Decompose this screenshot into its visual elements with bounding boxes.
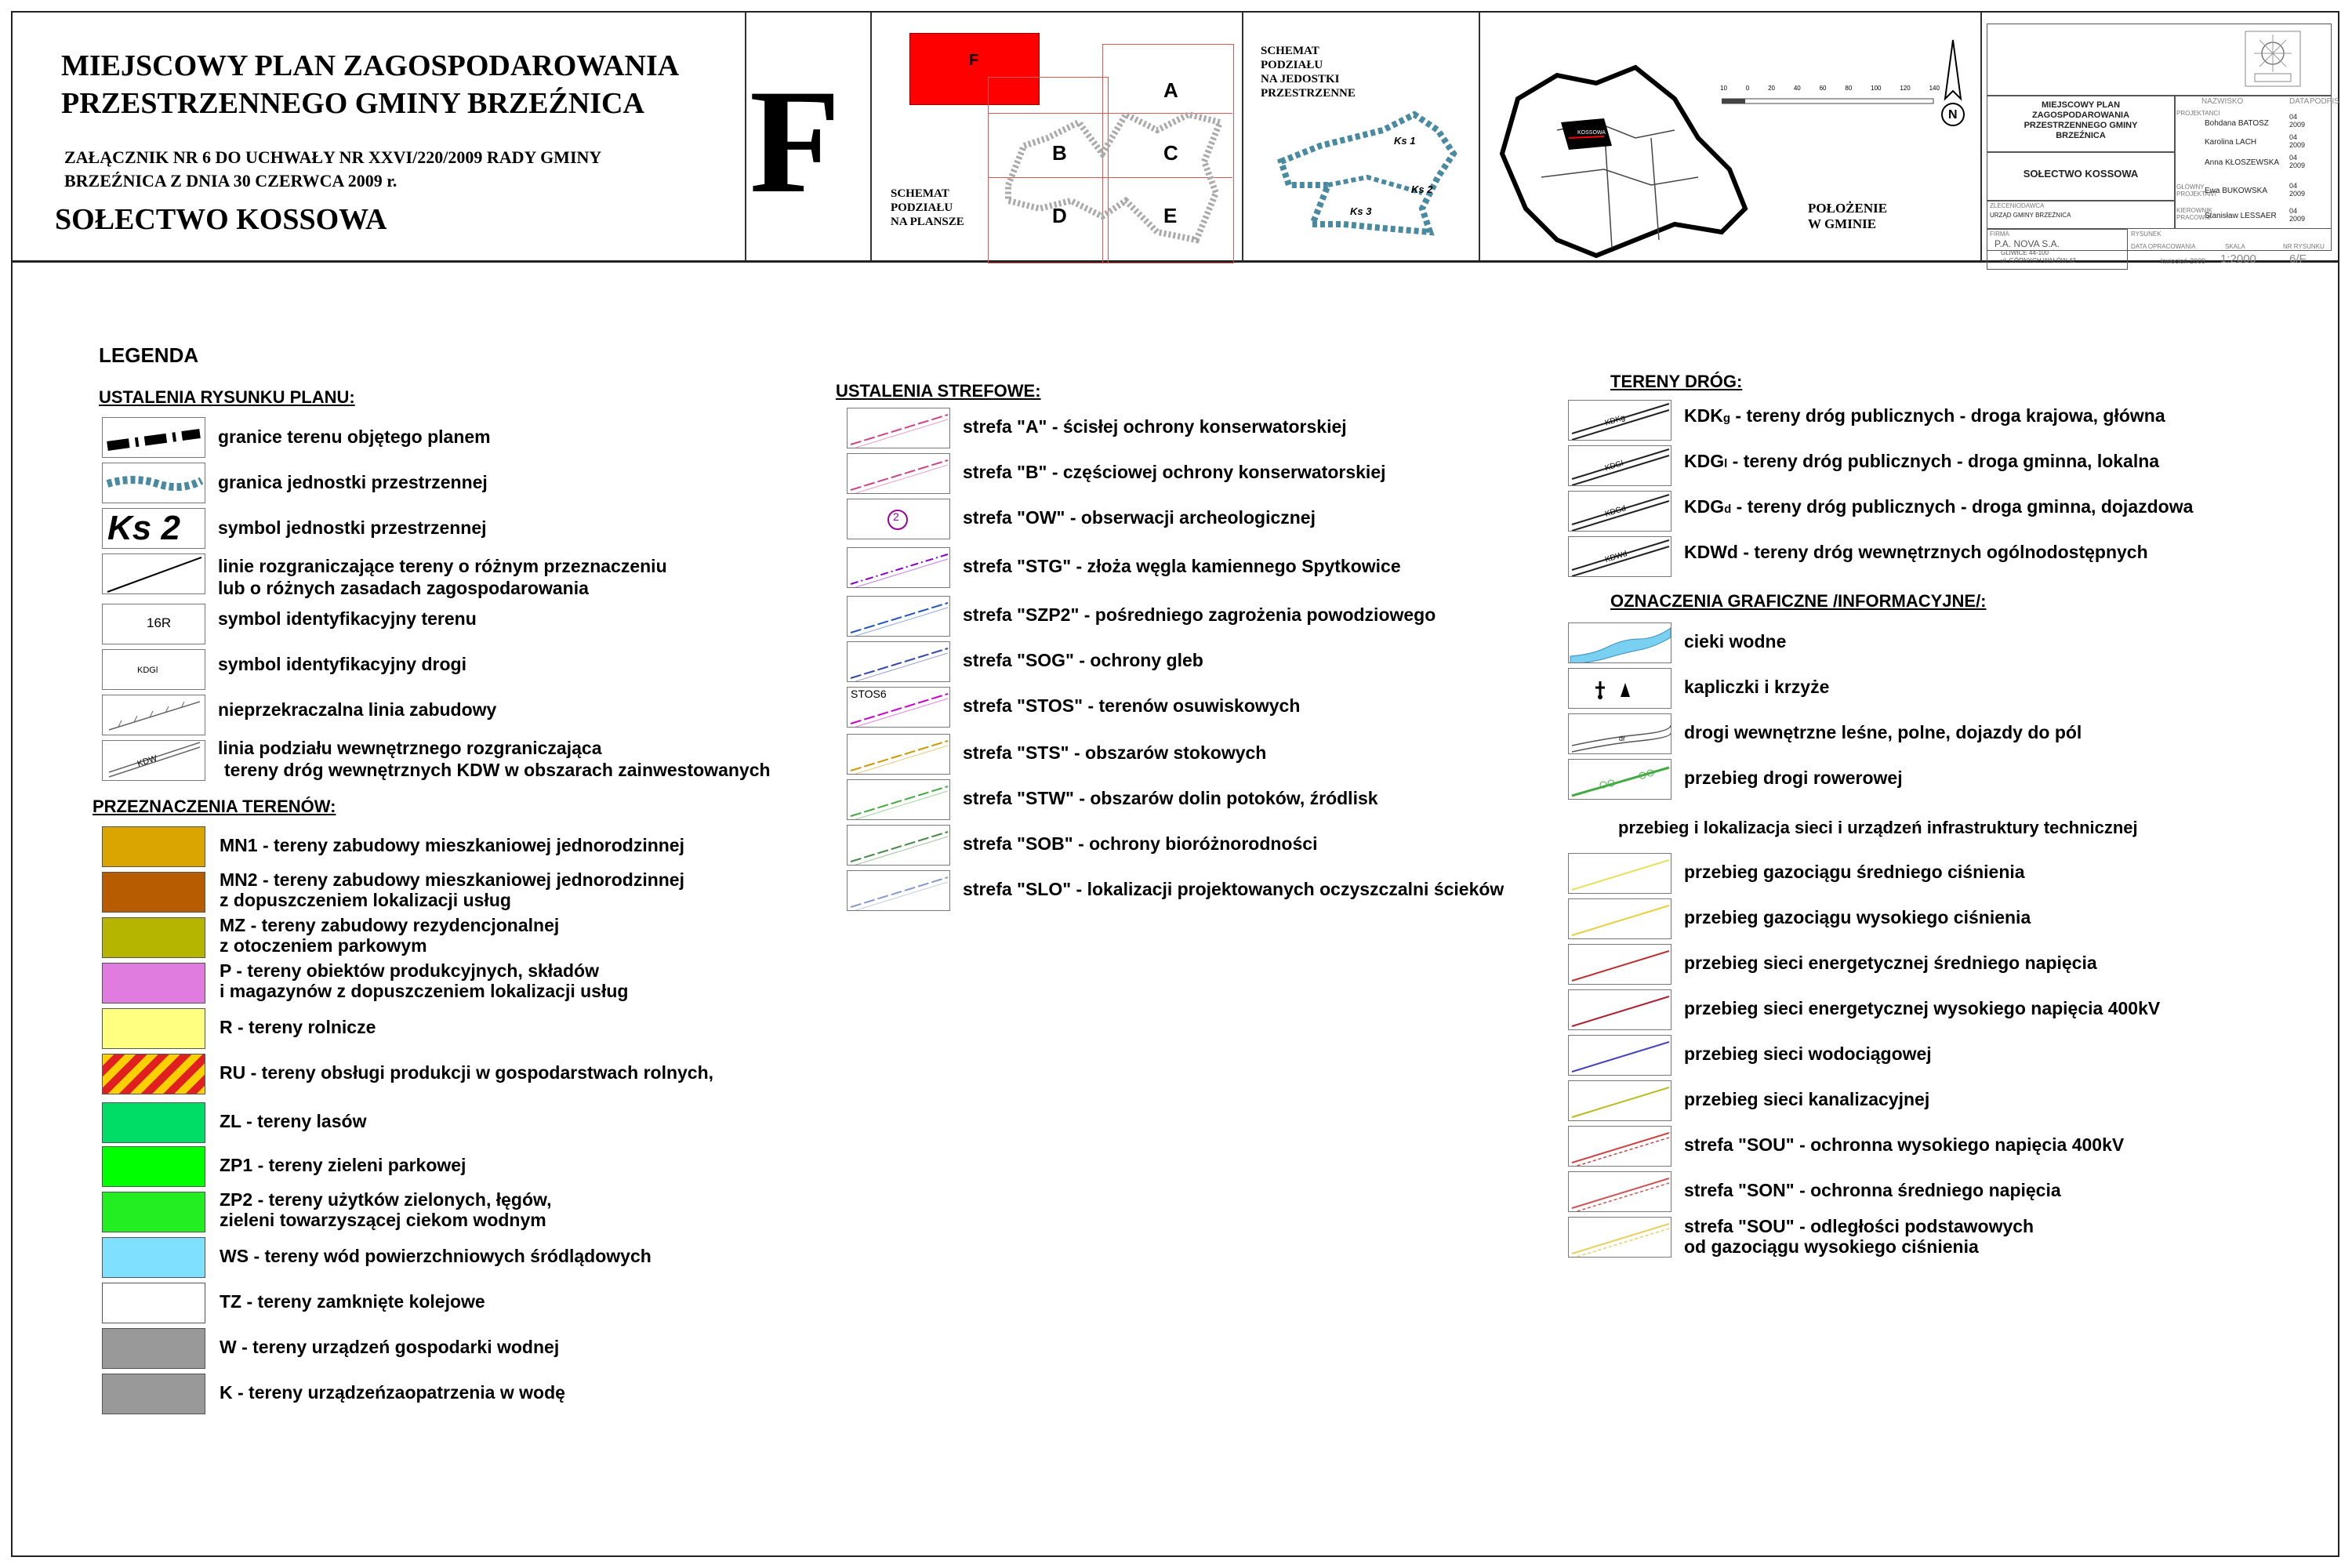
zoning-swatch [102, 1192, 205, 1232]
road-id-symbol: KDGl [102, 649, 205, 690]
sheet-cell-label: B [1052, 141, 1067, 165]
highlight-label: KOSSOWA [1577, 130, 1606, 136]
drawing-date: kwiecień 2009 [2161, 257, 2206, 265]
resolution-text: ZAŁĄCZNIK NR 6 DO UCHWAŁY NR XXVI/220/2009 RADY GMINY BRZEŹNICA Z DNIA 30 CZERWCA 2009 r. [64, 147, 602, 191]
zoning-swatch [102, 1146, 205, 1187]
infra-line [1569, 899, 1671, 939]
zone-symbol [847, 547, 950, 588]
zones-heading: USTALENIA STREFOWE: [836, 381, 1041, 401]
zoning-label: TZ - tereny zamknięte kolejowe [220, 1291, 485, 1312]
zone-symbol [847, 870, 950, 911]
firm-city: GLIWICE 44-100 [2001, 249, 2049, 256]
sheet-scheme-caption: SCHEMAT PODZIAŁU NA PLANSZE [891, 187, 964, 228]
zoning-label: K - tereny urządzeńzaopatrzenia w wodę [220, 1382, 565, 1403]
municipality-map-icon [1494, 52, 1761, 263]
sheet-letter: F [750, 60, 841, 224]
divider [870, 13, 872, 260]
zone-symbol [847, 687, 950, 728]
legend-item-label: przebieg drogi rowerowej [1684, 768, 1903, 788]
road-symbol [1568, 491, 1671, 532]
zoning-swatch [102, 1374, 205, 1414]
road-code: KDWd [1684, 542, 1738, 562]
sheet-number: 6/F [2289, 252, 2307, 266]
legend-item-label: granica jednostki przestrzennej [218, 472, 488, 492]
zoning-label: R - tereny rolnicze [220, 1017, 376, 1037]
date-label: DATA OPRACOWANIA [2131, 243, 2196, 250]
zoning-label: ZL - tereny lasów [220, 1111, 367, 1131]
road-description: - tereny dróg wewnętrznych ogólnodostępnych [1737, 542, 2148, 562]
person-date: 04 2009 [2289, 154, 2306, 169]
legend-item-label: drogi wewnętrzne leśne, polne, dojazdy do pól [1684, 722, 2082, 742]
person-date: 04 2009 [2289, 133, 2306, 149]
infra-label: przebieg sieci wodociągowej [1684, 1044, 1932, 1064]
building-line-symbol [102, 695, 205, 735]
zone-line [848, 548, 950, 588]
divider [1242, 13, 1243, 260]
unit-name: SOŁECTWO KOSSOWA [2023, 168, 2139, 180]
road-description: - tereny dróg publicznych - droga gminna, lokalna [1727, 451, 2160, 471]
zone-label: strefa "A" - ścisłej ochrony konserwatorskiej [963, 416, 1347, 437]
infra-label: przebieg gazociągu średniego ciśnienia [1684, 862, 2025, 882]
zone-symbol-text: STOS6 [851, 688, 887, 700]
zoning-label: RU - tereny obsługi produkcji w gospodarstwach rolnych, [220, 1062, 714, 1083]
graphic-heading: OZNACZENIA GRAFICZNE /INFORMACYJNE/: [1610, 591, 1987, 611]
road-code: KDG [1684, 496, 1725, 517]
infra-label: przebieg sieci energetycznej wysokiego napięcia 400kV [1684, 998, 2161, 1018]
zone-label: strefa "SZP2" - pośredniego zagrożenia powodziowego [963, 604, 1436, 625]
sheet-cell-label: A [1163, 78, 1178, 102]
field-road-symbol [1568, 713, 1671, 754]
zoning-swatch [102, 963, 205, 1004]
plan-boundary-symbol [102, 417, 205, 458]
water-symbol [1568, 622, 1671, 663]
zone-label: strefa "OW" - obserwacji archeologicznej [963, 507, 1316, 528]
legend-item-label: nieprzekraczalna linia zabudowy [218, 699, 497, 720]
zone-line [848, 597, 950, 637]
road-label [1684, 405, 2165, 430]
header [13, 13, 2339, 266]
divider [745, 13, 746, 260]
infra-label: od gazociągu wysokiego ciśnienia [1684, 1236, 1979, 1257]
legend-title: LEGENDA [99, 343, 199, 367]
role-label: KIEROWNIK PRACOWNI [2176, 207, 2212, 221]
road-description: - tereny dróg publicznych - droga gminna, dojazdowa [1731, 496, 2194, 517]
infra-line [1569, 854, 1671, 894]
unit-boundary-symbol [102, 463, 205, 503]
location-caption: POŁOŻENIE W GMINIE [1808, 201, 1888, 231]
road-description: - tereny dróg publicznych - droga krajowa, główna [1730, 405, 2165, 426]
infra-line [1569, 990, 1671, 1030]
unit-outline-icon [1265, 99, 1469, 248]
divider [1479, 13, 1480, 260]
legend-item-label: symbol identyfikacyjny drogi [218, 654, 466, 674]
road-code-suffix: d [1724, 503, 1732, 516]
person-name: Bohdana BATOSZ [2205, 119, 2269, 128]
zoning-swatch [102, 1008, 205, 1049]
infra-symbol [1568, 1171, 1671, 1212]
zone-label: strefa "SLO" - lokalizacji projektowanych oczyszczalni ścieków [963, 879, 1504, 899]
zone-symbol [847, 596, 950, 637]
zoning-swatch [102, 872, 205, 913]
zone-label: strefa "STG" - złoża węgla kamiennego Spytkowice [963, 556, 1401, 576]
zoning-swatch [102, 1102, 205, 1143]
road-symbol [1568, 445, 1671, 486]
zone-line [848, 642, 950, 682]
scale-value: 1:2000 [2220, 252, 2256, 266]
person-name: Stanisław LESSAER [2205, 212, 2277, 220]
zoning-label: W - tereny urządzeń gospodarki wodnej [220, 1337, 560, 1357]
infra-symbol [1568, 898, 1671, 939]
zoning-label: MZ - tereny zabudowy rezydencjonalnej [220, 915, 560, 935]
municipality-logo-icon [2244, 30, 2302, 88]
col-header: DATA [2289, 97, 2310, 106]
zoning-swatch [102, 826, 205, 867]
road-code-suffix: l [1724, 457, 1728, 470]
investor-name: URZĄD GMINY BRZEŹNICA [1990, 212, 2071, 219]
road-symbol-text: KDWd [1604, 550, 1628, 564]
plan-name: MIEJSCOWY PLAN ZAGOSPODAROWANIA PRZESTRZENNEGO GMINY BRZEŹNICA [2024, 100, 2138, 140]
infra-symbol [1568, 944, 1671, 985]
investor-label: ZLECENIODAWCA [1990, 202, 2045, 209]
zoning-label: MN2 - tereny zabudowy mieszkaniowej jednorodzinnej [220, 869, 684, 890]
infra-label: strefa "SOU" - odległości podstawowych [1684, 1216, 2034, 1236]
zone-line [848, 408, 950, 448]
person-name: Ewa BUKOWSKA [2205, 187, 2268, 195]
locality-title: SOŁECTWO KOSSOWA [55, 203, 387, 236]
legend-item-label: cieki wodne [1684, 631, 1787, 652]
zone-label: strefa "STW" - obszarów dolin potoków, źródlisk [963, 788, 1378, 808]
infra-symbol [1568, 989, 1671, 1030]
col-header: NAZWISKO [2201, 97, 2244, 106]
zone-line [848, 735, 950, 775]
zoning-swatch [102, 1237, 205, 1278]
zone-symbol [847, 641, 950, 682]
infra-symbol [1568, 1080, 1671, 1121]
role-label: PROJEKTANCI [2176, 110, 2220, 117]
infra-line [1569, 1127, 1671, 1167]
zone-symbol [847, 779, 950, 820]
zoning-label: i magazynów z dopuszczeniem lokalizacji usług [220, 981, 629, 1001]
zone-symbol-text: 2 [893, 510, 899, 523]
zone-symbol [847, 734, 950, 775]
plan-outline-icon [993, 83, 1228, 256]
person-date: 04 2009 [2289, 207, 2306, 223]
kdw-line-symbol: KDW [102, 740, 205, 781]
zone-label: strefa "B" - częściowej ochrony konserwatorskiej [963, 462, 1386, 482]
zoning-swatch [102, 1283, 205, 1323]
sheet-cell-label: D [1052, 204, 1067, 227]
road-symbol-text: KDGl [1603, 459, 1624, 474]
unit-label: Ks 2 [1411, 183, 1433, 195]
zoning-label: P - tereny obiektów produkcyjnych, składów [220, 960, 599, 981]
unit-symbol-symbol: Ks 2 [102, 508, 205, 549]
unit-label: Ks 1 [1394, 135, 1416, 147]
legend-item-label: kapliczki i krzyże [1684, 677, 1830, 697]
zoning-label: z dopuszczeniem lokalizacji usług [220, 890, 511, 910]
zone-label: strefa "STOS" - terenów osuwiskowych [963, 695, 1301, 716]
infra-line [1569, 1081, 1671, 1121]
zoning-label: zieleni towarzyszącej ciekom wodnym [220, 1210, 546, 1230]
infra-label: przebieg sieci kanalizacyjnej [1684, 1089, 1930, 1109]
firm-name: P.A. NOVA S.A. [1994, 238, 2060, 249]
infra-symbol [1568, 853, 1671, 894]
zone-label: strefa "STS" - obszarów stokowych [963, 742, 1267, 763]
firm-street: ul. GÓRNYCH WAŁÓW 42 [2001, 257, 2076, 264]
chapel-symbol [1568, 668, 1671, 709]
zoning-swatch [102, 1328, 205, 1369]
roads-heading: TERENY DRÓG: [1610, 372, 1743, 391]
person-name: Anna KŁOSZEWSKA [2205, 158, 2280, 167]
plan-title: MIEJSCOWY PLAN ZAGOSPODAROWANIA PRZESTRZENNEGO GMINY BRZEŹNICA [61, 49, 680, 120]
road-label [1684, 541, 2148, 563]
legend-item-label: granice terenu objętego planem [218, 426, 491, 447]
zone-symbol [847, 499, 950, 539]
zone-line [848, 454, 950, 494]
sheet-cell-label: C [1163, 141, 1178, 165]
zoning-label: WS - tereny wód powierzchniowych śródlądowych [220, 1246, 652, 1266]
legend-item-label: symbol jednostki przestrzennej [218, 517, 487, 538]
infra-heading: przebieg i lokalizacja sieci i urządzeń infrastruktury technicznej [1618, 818, 2138, 837]
road-code-suffix: g [1722, 412, 1731, 425]
svg-text:dr: dr [1619, 735, 1626, 742]
role-label: GŁÓWNY PROJEKTANT [2176, 183, 2218, 198]
bike-path-symbol [1568, 759, 1671, 800]
zoning-swatch [102, 917, 205, 958]
zoning-label: z otoczeniem parkowym [220, 935, 427, 956]
legend-item-label: linie rozgraniczające tereny o różnym przeznaczeniu lub o różnych zasadach zagospodarowania [218, 556, 667, 598]
person-date: 04 2009 [2289, 113, 2306, 129]
road-symbol-text: KDGd [1603, 504, 1628, 519]
zone-line [848, 826, 950, 866]
road-label [1684, 450, 2159, 475]
infra-symbol [1568, 1217, 1671, 1258]
scale-ticks: 10 0 20 40 60 80 100 120 140 [1720, 85, 1940, 92]
infra-label: strefa "SOU" - ochronna wysokiego napięcia 400kV [1684, 1134, 2125, 1155]
infra-label: przebieg sieci energetycznej średniego napięcia [1684, 953, 2097, 973]
road-code: KDG [1684, 451, 1725, 471]
zone-symbol [847, 825, 950, 866]
infra-line [1569, 1172, 1671, 1212]
road-symbol-text: KDKg [1603, 413, 1627, 428]
infra-line [1569, 1036, 1671, 1076]
sheet-cell-label: F [969, 52, 979, 69]
infra-line [1569, 945, 1671, 985]
zone-line [848, 871, 950, 911]
road-code: KDK [1684, 405, 1723, 426]
unit-label: Ks 3 [1350, 205, 1372, 217]
zoning-label: ZP2 - tereny użytków zielonych, łęgów, [220, 1189, 552, 1210]
zone-label: strefa "SOB" - ochrony bioróżnorodności [963, 833, 1318, 854]
road-symbol [1568, 400, 1671, 441]
sheet-number-label: NR RYSUNKU [2283, 243, 2325, 250]
zoning-label: MN1 - tereny zabudowy mieszkaniowej jednorodzinnej [220, 835, 684, 855]
road-symbol [1568, 536, 1671, 577]
unit-scheme-caption: SCHEMAT PODZIAŁU NA JEDOSTKI PRZESTRZENNE [1261, 45, 1356, 100]
infra-symbol [1568, 1035, 1671, 1076]
zone-line [848, 780, 950, 820]
north-label: N [1948, 108, 1958, 122]
plan-items-heading: USTALENIA RYSUNKU PLANU: [99, 387, 355, 407]
area-id-symbol: 16R [102, 604, 205, 644]
scale-label: SKALA [2225, 243, 2245, 250]
zoning-label: ZP1 - tereny zieleni parkowej [220, 1155, 466, 1175]
person-name: Karolina LACH [2205, 138, 2257, 147]
divider [1980, 13, 1982, 260]
legend-item-label: linia podziału wewnętrznego rozgraniczająca tereny dróg wewnętrznych KDW w obszarach zainwestowanych [218, 738, 771, 780]
divide-line-symbol [102, 554, 205, 594]
infra-label: przebieg gazociągu wysokiego ciśnienia [1684, 907, 2031, 927]
firm-label: FIRMA [1990, 230, 2009, 238]
infra-line [1569, 1218, 1671, 1258]
zone-symbol [847, 453, 950, 494]
infra-label: strefa "SON" - ochronna średniego napięcia [1684, 1180, 2061, 1200]
col-header: PODPIS [2310, 97, 2339, 106]
zoning-swatch [102, 1054, 205, 1094]
scale-bar-icon [1722, 91, 1941, 114]
person-date: 04 2009 [2289, 182, 2306, 198]
legend-item-label: symbol identyfikacyjny terenu [218, 608, 477, 629]
zoning-heading: PRZEZNACZENIA TERENÓW: [93, 797, 336, 816]
infra-symbol [1568, 1126, 1671, 1167]
zone-label: strefa "SOG" - ochrony gleb [963, 650, 1203, 670]
zone-symbol [847, 408, 950, 448]
road-label [1684, 495, 2193, 521]
drawing-label: RYSUNEK [2131, 230, 2161, 238]
sheet-cell-label: E [1163, 204, 1178, 227]
